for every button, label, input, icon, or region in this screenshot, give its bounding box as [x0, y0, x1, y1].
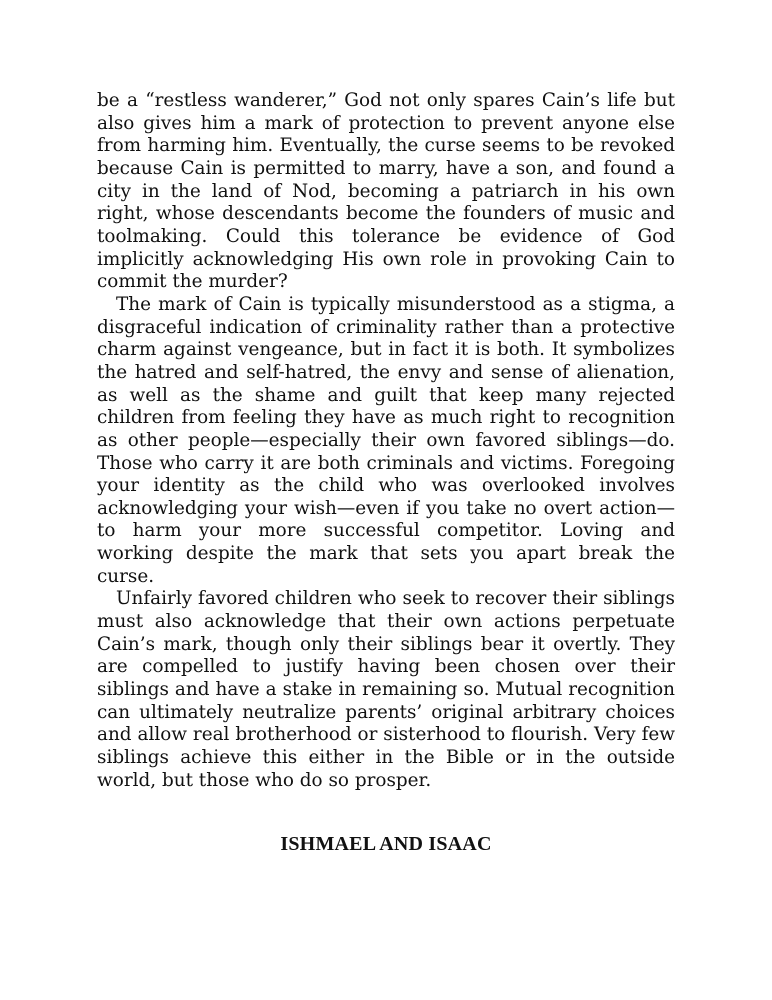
body-text: [97, 90, 675, 792]
paragraph-2: The mark of Cain is typically misunderstood as a stigma, a disgraceful indication of criminality rather than a protective charm against vengeance, but in fact it is both. It symbolizes the hatred and self-hatred, the envy and sense of alienation, as well as the shame and guilt that keep many rejected children from feeling they have as much right to recognition as other people—especially their own favored siblings—do. Those who carry it are both criminals and victims. Foregoing your identity as the child who was overlooked involves acknowledging your wish—even if you take no overt action—to harm your more successful competitor. Loving and working despite the mark that sets you apart break the curse.: [97, 293, 675, 587]
paragraph-1: be a “restless wanderer,” God not only spares Cain’s life but also gives him a mark of protection to prevent anyone else from harming him. Eventually, the curse seems to be revoked because Cain is permitted to marry, have a son, and found a city in the land of Nod, becoming a patriarch in his own right, whose descendants become the founders of music and toolmaking. Could this tolerance be evidence of God implicitly acknowledging His own role in provoking Cain to commit the murder?: [97, 90, 675, 293]
section-heading: ISHMAEL AND ISAAC: [280, 833, 492, 855]
paragraph-3: Unfairly favored children who seek to recover their siblings must also acknowledge that their own actions perpetuate Cain’s mark, though only their siblings bear it overtly. They are compelled to justify having been chosen over their siblings and have a stake in remaining so. Mutual recognition can ultimately neutralize parents’ original arbitrary choices and allow real brotherhood or sisterhood to flourish. Very few siblings achieve this either in the Bible or in the outside world, but those who do so prosper.: [97, 588, 675, 791]
